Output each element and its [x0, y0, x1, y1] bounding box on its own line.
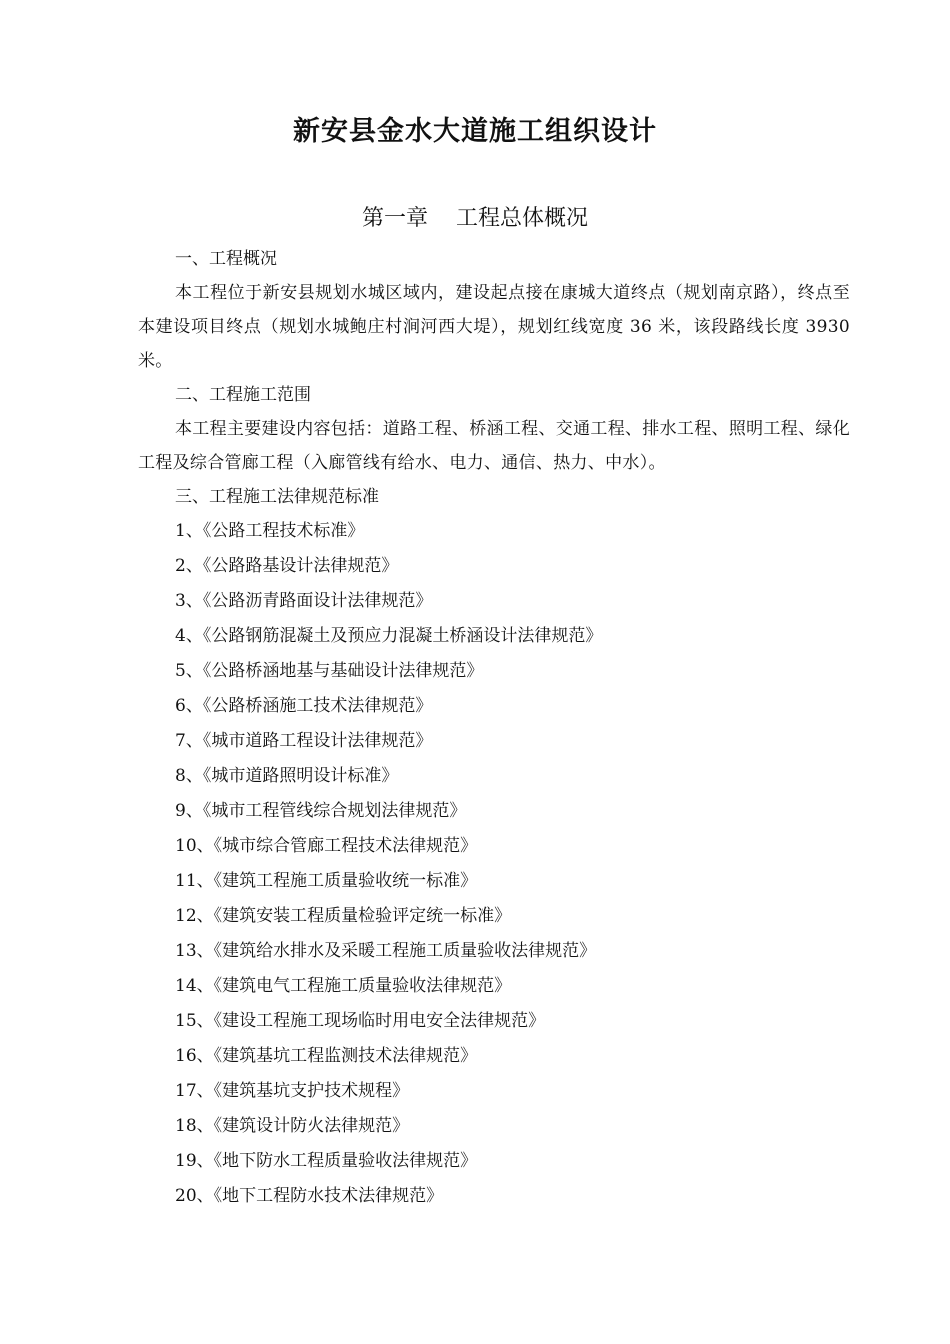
standard-item: 15、《建设工程施工现场临时用电安全法律规范》 [175, 1011, 546, 1031]
standard-item: 6、《公路桥涵施工技术法律规范》 [175, 696, 433, 716]
standard-item: 1、《公路工程技术标准》 [175, 521, 365, 541]
overview-paragraph: 本工程位于新安县规划水城区域内，建设起点接在康城大道终点（规划南京路），终点至本建设项目终点（规划水城鲍庄村涧河西大堤），规划红线宽度 36 米，该段路线长度 3930 米。 [138, 283, 850, 371]
standard-item: 4、《公路钢筋混凝土及预应力混凝土桥涵设计法律规范》 [175, 626, 603, 646]
standard-item: 16、《建筑基坑工程监测技术法律规范》 [175, 1046, 478, 1066]
section-heading-overview: 一、工程概况 [175, 249, 277, 269]
standard-item: 3、《公路沥青路面设计法律规范》 [175, 591, 433, 611]
standard-item: 10、《城市综合管廊工程技术法律规范》 [175, 836, 478, 856]
standard-item: 12、《建筑安装工程质量检验评定统一标准》 [175, 906, 512, 926]
standard-item: 17、《建筑基坑支护技术规程》 [175, 1081, 410, 1101]
standard-item: 2、《公路路基设计法律规范》 [175, 556, 399, 576]
standards-list [138, 514, 850, 1214]
standard-item: 19、《地下防水工程质量验收法律规范》 [175, 1151, 478, 1171]
standard-item: 5、《公路桥涵地基与基础设计法律规范》 [175, 661, 484, 681]
chapter-title: 第一章 工程总体概况 [362, 206, 588, 231]
section-heading-scope: 二、工程施工范围 [175, 385, 311, 405]
standard-item: 11、《建筑工程施工质量验收统一标准》 [175, 871, 478, 891]
standard-item: 7、《城市道路工程设计法律规范》 [175, 731, 433, 751]
scope-paragraph: 本工程主要建设内容包括：道路工程、桥涵工程、交通工程、排水工程、照明工程、绿化工程及综合管廊工程（入廊管线有给水、电力、通信、热力、中水）。 [138, 419, 850, 473]
standard-item: 14、《建筑电气工程施工质量验收法律规范》 [175, 976, 512, 996]
document-title: 新安县金水大道施工组织设计 [293, 116, 657, 147]
standard-item: 13、《建筑给水排水及采暖工程施工质量验收法律规范》 [175, 941, 597, 961]
document-body [138, 242, 850, 1214]
standard-item: 18、《建筑设计防火法律规范》 [175, 1116, 410, 1136]
standard-item: 8、《城市道路照明设计标准》 [175, 766, 399, 786]
standard-item: 9、《城市工程管线综合规划法律规范》 [175, 801, 467, 821]
standard-item: 20、《地下工程防水技术法律规范》 [175, 1186, 444, 1206]
section-heading-standards: 三、工程施工法律规范标准 [175, 487, 379, 507]
